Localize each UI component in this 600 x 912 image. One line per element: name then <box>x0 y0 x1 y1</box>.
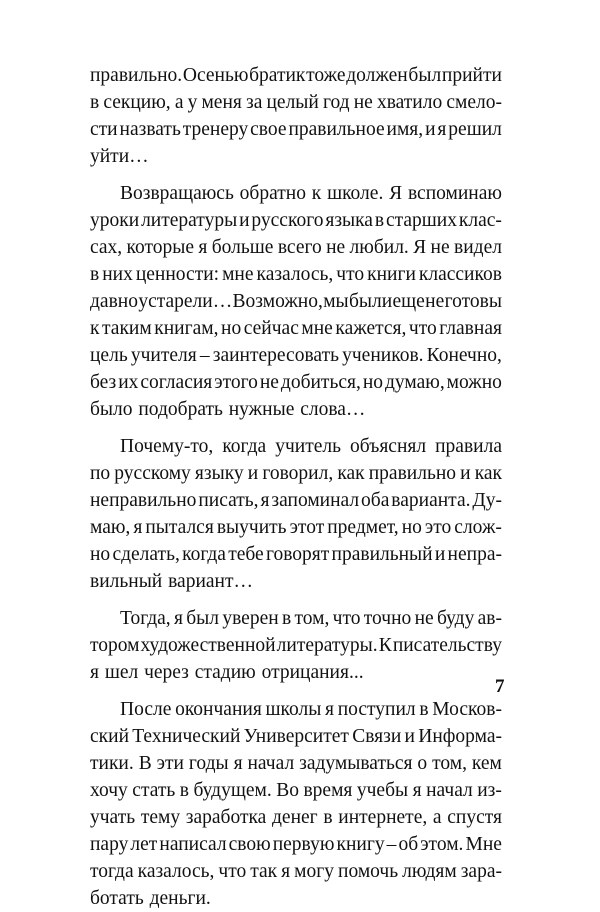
page-number: 7 <box>495 676 505 697</box>
text-line: давно устарели… Возможно, мы были еще не готовы <box>90 291 502 312</box>
text-line: учать тему заработка денег в интернете, а спустя <box>90 807 502 828</box>
text-line: но сделать, когда тебе говорят правильный и непра- <box>90 544 502 565</box>
text-line: без их согласия этого не добиться, но думаю, можно <box>90 372 502 393</box>
text-line: сти назвать тренеру свое правильное имя, и я решил <box>90 119 502 140</box>
text-line: в них ценности: мне казалось, что книги классиков <box>90 264 502 285</box>
paragraph <box>90 180 502 423</box>
text-line: в секцию, а у меня за целый год не хватило смело- <box>90 92 502 113</box>
text-line: по русскому языку и говорил, как правильно и как <box>90 463 502 484</box>
text-line: я шел через стадию отрицания... <box>90 662 364 683</box>
text-line: После окончания школы я поступил в Москов- <box>120 699 502 720</box>
text-line: к таким книгам, но сейчас мне кажется, что главная <box>90 318 502 339</box>
text-line: цель учителя – заинтересовать учеников. Конечно, <box>90 345 502 366</box>
paragraph-gap <box>90 170 502 180</box>
text-line: тики. В эти годы я начал задумываться о том, кем <box>90 753 502 774</box>
body-text <box>90 62 502 912</box>
text-line: ботать деньги. <box>90 888 211 909</box>
text-line: сах, которые я больше всего не любил. Я не видел <box>90 237 502 258</box>
paragraph-gap <box>90 686 502 696</box>
paragraph <box>90 62 502 170</box>
text-line: уйти… <box>90 146 149 167</box>
text-line: Возвращаюсь обратно к школе. Я вспоминаю <box>120 183 502 204</box>
text-line: было подобрать нужные слова… <box>90 399 366 420</box>
paragraph <box>90 605 502 686</box>
paragraph <box>90 696 502 912</box>
text-line: уроки литературы и русского языка в старших клас- <box>90 210 502 231</box>
text-line: вильный вариант… <box>90 571 253 592</box>
text-line: тором художественной литературы. К писательству <box>90 635 502 656</box>
text-line: неправильно писать, я запоминал оба варианта. Ду- <box>90 490 502 511</box>
paragraph <box>90 433 502 595</box>
text-line: пару лет написал свою первую книгу – об этом. Мне <box>90 834 502 855</box>
text-line: тогда казалось, что так я могу помочь людям зара- <box>90 861 502 882</box>
paragraph-gap <box>90 423 502 433</box>
text-line: правильно. Осенью братик тоже должен был прийти <box>90 65 502 86</box>
text-line: хочу стать в будущем. Во время учебы я начал из- <box>90 780 502 801</box>
paragraph-gap <box>90 595 502 605</box>
text-line: маю, я пытался выучить этот предмет, но это слож- <box>90 517 502 538</box>
text-line: Тогда, я был уверен в том, что точно не буду ав- <box>120 608 502 629</box>
text-line: ский Технический Университет Связи и Информа- <box>90 726 502 747</box>
text-line: Почему-то, когда учитель объяснял правила <box>120 436 502 457</box>
